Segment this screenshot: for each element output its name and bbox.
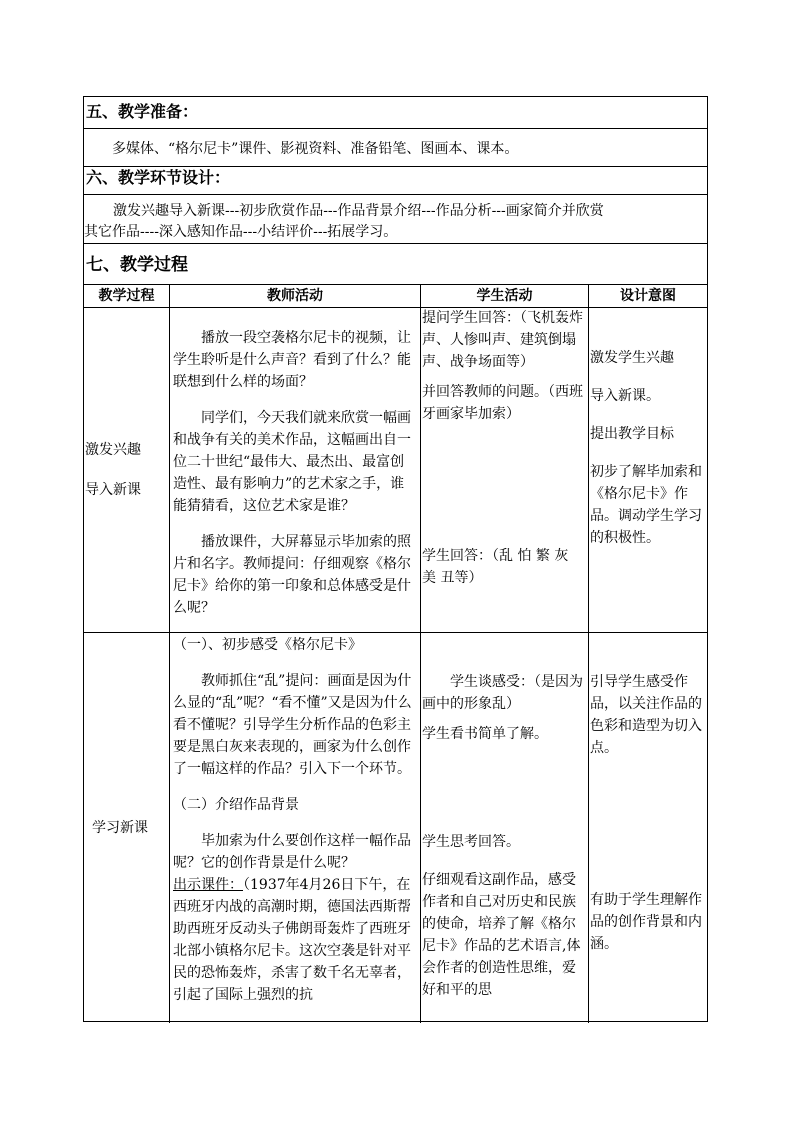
column-divider <box>588 284 589 1023</box>
row1-teacher-p3: 播放课件，大屏幕显示毕加索的照片和名字。教师提问：仔细观察《格尔尼卡》给你的第一印象和总体感受是什么呢？ <box>173 534 411 616</box>
row-divider <box>84 243 707 244</box>
row2-student-p2: 学生看书简单了解。 <box>422 726 548 742</box>
header-teacher: 教师活动 <box>267 288 323 304</box>
section6-title: 六、教学环节设计： <box>86 168 231 187</box>
row1-intent-2: 导入新课。 <box>590 388 660 404</box>
row1-teacher-activity <box>173 327 418 619</box>
row-divider <box>84 632 707 633</box>
section6-line1: 激发兴趣导入新课---初步欣赏作品---作品背景介绍---作品分析---画家简介并欣赏 <box>113 203 604 219</box>
lesson-plan-table <box>83 96 708 1022</box>
row2-stage: 学习新课 <box>92 820 148 836</box>
row1-stage-line1: 激发兴趣 <box>85 442 141 458</box>
row1-student-p2: 并回答教师的问题。（西班牙画家毕加索） <box>422 384 583 422</box>
row1-intent-1: 激发学生兴趣 <box>590 350 674 366</box>
section7-title: 七、教学过程 <box>86 255 188 275</box>
row-divider <box>84 307 707 308</box>
row2-teacher-courseware-label: 出示课件： <box>173 877 243 893</box>
row1-student-activity <box>422 307 586 589</box>
column-divider <box>420 284 421 1023</box>
row2-teacher-h1: （一）、初步感受《格尔尼卡》 <box>173 637 362 653</box>
row2-teacher-p1: 教师抓住“乱”提问：画面是因为什么显的“乱”呢？“看不懂”又是因为什么看不懂呢？引导学生分析作品的色彩主要是黑白灰来表现的，画家为什么创作了一幅这样的作品？引入下一个环节。 <box>173 673 412 777</box>
header-student: 学生活动 <box>476 288 533 304</box>
row2-teacher-h2: （二）介绍作品背景 <box>173 797 299 813</box>
row1-teacher-p2: 同学们，今天我们就来欣赏一幅画和战争有关的美术作品，这幅画出自一位二十世纪“最伟大、最杰出、最富创造性、最有影响力”的艺术家之手，谁能猜猜看，这位艺术家是谁？ <box>173 410 411 514</box>
row1-design-intent <box>590 347 708 549</box>
row-divider <box>84 128 707 129</box>
section5-title: 五、教学准备： <box>86 102 199 121</box>
row2-student-p4: 仔细观看这副作品，感受作者和自己对历史和民族的使命，培养了解《格尔尼卡》作品的艺术语言,体会作者的创造性思维，爱好和平的思 <box>422 872 581 998</box>
row2-teacher-p3 <box>173 874 418 1006</box>
header-stage: 教学过程 <box>98 288 155 304</box>
row2-student-p3: 学生思考回答。 <box>422 834 520 850</box>
row2-student-activity <box>422 671 586 1001</box>
row1-student-p3: 学生回答：（乱 怕 繁 灰 美 丑等） <box>422 548 569 586</box>
row1-stage-line2: 导入新课 <box>85 482 141 498</box>
row2-design-intent <box>590 671 708 955</box>
row1-intent-4: 初步了解毕加索和《格尔尼卡》作品。调动学生学习的积极性。 <box>590 464 702 546</box>
row2-intent-1: 引导学生感受作品，以关注作品的色彩和造型为切入点。 <box>590 674 702 756</box>
row1-student-p1: 提问学生回答：（飞机轰炸声、人惨叫声、建筑倒塌声、战争场面等） <box>422 310 583 370</box>
row2-teacher-p2: 毕加索为什么要创作这样一幅作品呢？它的创作背景是什么呢？ <box>173 833 411 871</box>
section6-line2: 其它作品----深入感知作品---小结评价---拓展学习。 <box>84 224 398 240</box>
row2-teacher-p3-text: （1937年4月26日下午，在西班牙内战的高潮时期，德国法西斯帮助西班牙反动头子佛朗哥轰炸了西班牙北部小镇格尔尼卡。这次空袭是针对平民的恐怖轰炸，杀害了数千名无辜者，引起了国际上强烈的抗 <box>173 877 411 1003</box>
section5-content: 多媒体、“格尔尼卡”课件、影视资料、准备铅笔、图画本、课本。 <box>112 141 519 157</box>
row1-intent-3: 提出教学目标 <box>590 426 674 442</box>
row-divider <box>84 194 707 195</box>
row2-student-p1: 学生谈感受：（是因为画中的形象乱） <box>422 674 583 712</box>
header-intent: 设计意图 <box>620 288 676 304</box>
row1-teacher-p1: 播放一段空袭格尔尼卡的视频，让学生聆听是什么声音？看到了什么？能联想到什么样的场面？ <box>173 330 411 390</box>
row2-teacher-activity <box>173 634 418 1006</box>
row2-intent-2: 有助于学生理解作品的创作背景和内涵。 <box>590 892 702 952</box>
column-divider <box>169 284 170 1023</box>
